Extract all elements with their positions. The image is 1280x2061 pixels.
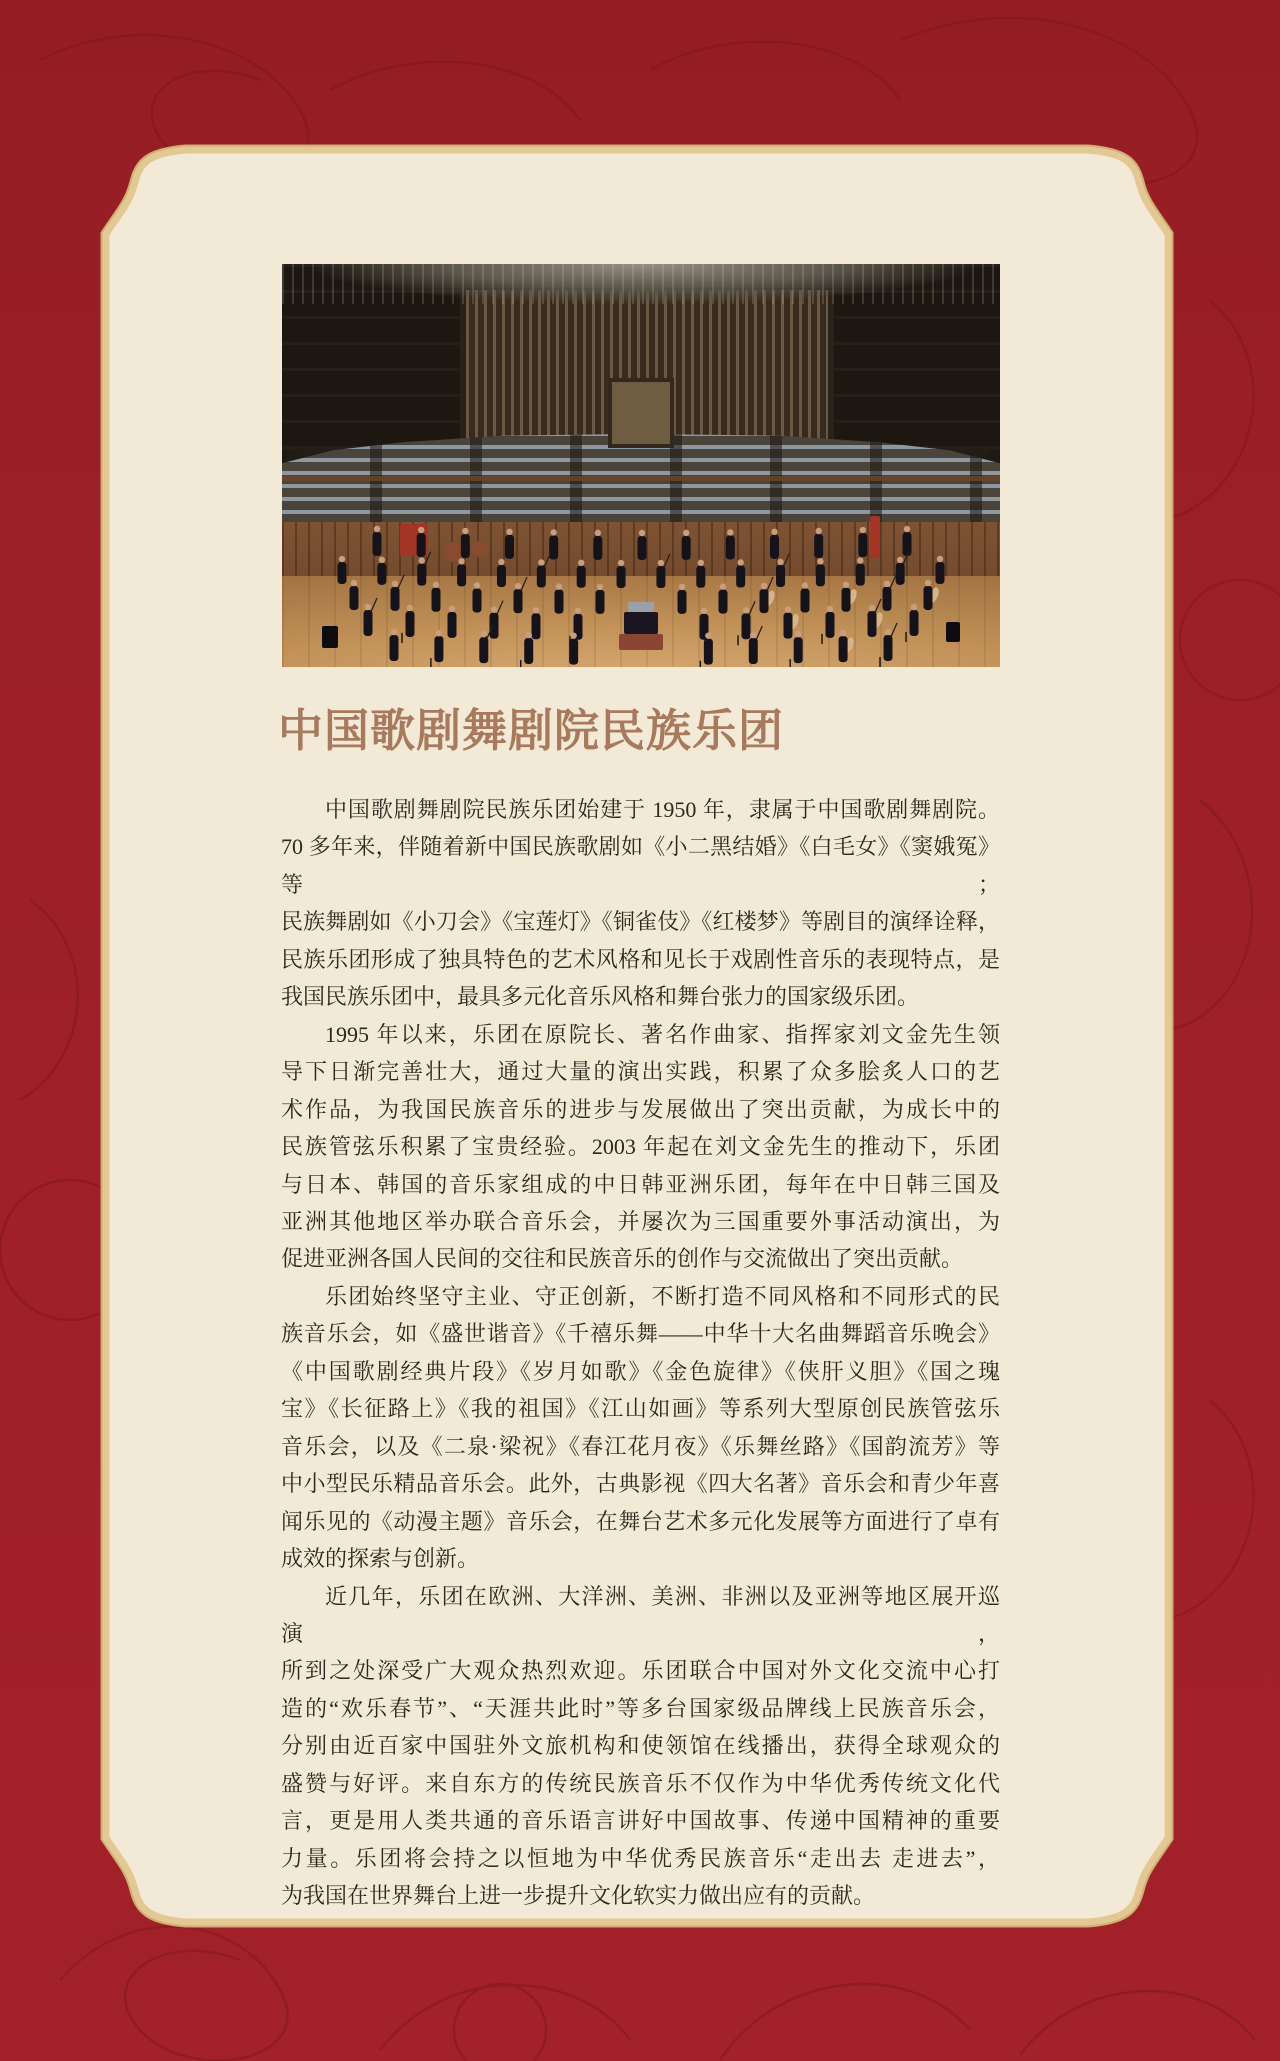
article-text-line: 盛赞与好评。来自东方的传统民族音乐不仅作为中华优秀传统文化代 (281, 1770, 1000, 1796)
orchestra-photo (282, 264, 1000, 667)
article-text-line: 成效的探索与创新。 (281, 1546, 480, 1572)
article-text-line: 族音乐会，如《盛世谐音》《千禧乐舞——中华十大名曲舞蹈音乐晚会》 (281, 1321, 1000, 1347)
article-text-line: 为我国在世界舞台上进一步提升文化软实力做出应有的贡献。 (281, 1883, 876, 1909)
article-text-line: 我国民族乐团中，最具多元化音乐风格和舞台张力的国家级乐团。 (281, 984, 920, 1010)
article-text-line: 促进亚洲各国人民间的交往和民族音乐的创作与交流做出了突出贡献。 (281, 1246, 964, 1272)
article-text-line: 民族管弦乐积累了宝贵经验。2003 年起在刘文金先生的推动下，乐团 (281, 1134, 1000, 1160)
article-text-line: 所到之处深受广大观众热烈欢迎。乐团联合中国对外文化交流中心打 (281, 1658, 1000, 1684)
article-text-line: 导下日渐完善壮大，通过大量的演出实践，积累了众多脍炙人口的艺 (281, 1059, 1000, 1085)
article-body (281, 791, 1000, 1915)
article-text-line: 《中国歌剧经典片段》《岁月如歌》《金色旋律》《侠肝义胆》《国之瑰 (281, 1358, 1000, 1384)
article-text-line: 造的“欢乐春节”、“天涯共此时”等多台国家级品牌线上民族音乐会， (281, 1695, 1000, 1721)
article-text-line: 音乐会，以及《二泉·梁祝》《春江花月夜》《乐舞丝路》《国韵流芳》等 (281, 1433, 1000, 1459)
article-text-line: 亚洲其他地区举办联合音乐会，并屡次为三国重要外事活动演出，为 (281, 1208, 1000, 1234)
article-text-line: 与日本、韩国的音乐家组成的中日韩亚洲乐团，每年在中日韩三国及 (281, 1171, 1000, 1197)
article-text-line: 闻乐见的《动漫主题》音乐会，在舞台艺术多元化发展等方面进行了卓有 (281, 1508, 1000, 1534)
article-text-line: 分别由近百家中国驻外文旅机构和使领馆在线播出，获得全球观众的 (281, 1733, 1000, 1759)
article-text-line: 民族乐团形成了独具特色的艺术风格和见长于戏剧性音乐的表现特点，是 (281, 946, 1000, 972)
page-title: 中国歌剧舞剧院民族乐团 (278, 706, 785, 756)
article-text-line: 1995 年以来，乐团在原院长、著名作曲家、指挥家刘文金先生领 (325, 1021, 1000, 1047)
article-text-line: 中小型民乐精品音乐会。此外，古典影视《四大名著》音乐会和青少年喜 (281, 1471, 1000, 1497)
article-text-line: 言，更是用人类共通的音乐语言讲好中国故事、传递中国精神的重要 (281, 1808, 1000, 1834)
article-text-line: 宝》《长征路上》《我的祖国》《江山如画》等系列大型原创民族管弦乐 (281, 1396, 1000, 1422)
article-text-line: 70 多年来，伴随着新中国民族歌剧如《小二黑结婚》《白毛女》《窦娥冤》等； (281, 834, 1000, 897)
article-text-line: 力量。乐团将会持之以恒地为中华优秀民族音乐“走出去 走进去”， (281, 1845, 1000, 1871)
article-text-line: 术作品，为我国民族音乐的进步与发展做出了突出贡献，为成长中的 (281, 1096, 1000, 1122)
article-text-line: 民族舞剧如《小刀会》《宝莲灯》《铜雀伎》《红楼梦》等剧目的演绎诠释， (281, 909, 1000, 935)
article-text-line: 中国歌剧舞剧院民族乐团始建于 1950 年，隶属于中国歌剧舞剧院。 (325, 797, 1000, 822)
article-text-line: 乐团始终坚守主业、守正创新，不断打造不同风格和不同形式的民 (325, 1283, 1000, 1309)
article-text-line: 近几年，乐团在欧洲、大洋洲、美洲、非洲以及亚洲等地区展开巡演， (281, 1583, 1000, 1646)
photo-orchestra-figures (282, 264, 1000, 667)
